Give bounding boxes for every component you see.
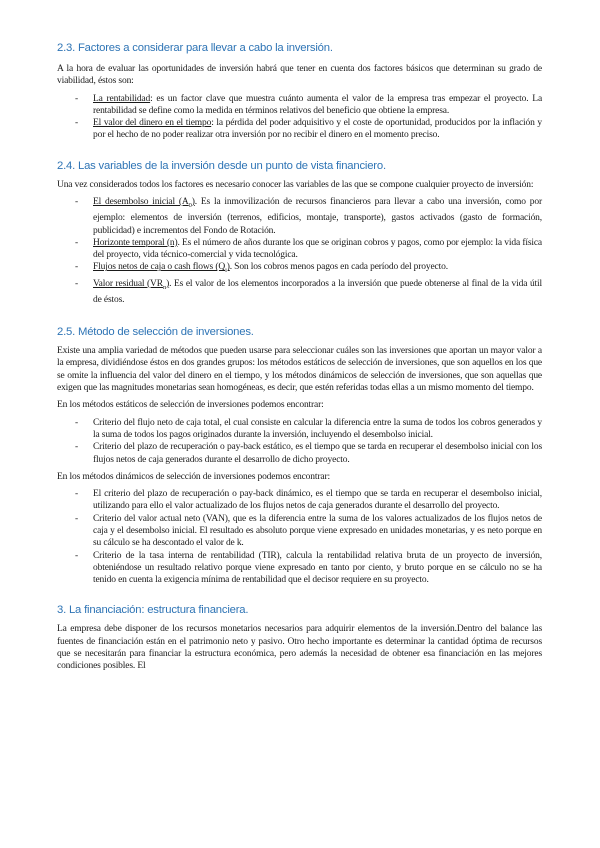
- item-term: Flujos netos de caja o cash flows $(Q_i)$: [93, 262, 230, 275]
- list-item: [57, 237, 542, 262]
- section-24-title: 2.4. Las variables de la inversión desde un punto de vista financiero.: [57, 159, 386, 172]
- item-text: Criterio de la tasa interna de rentabilidad (TIR), calcula la rentabilidad relativa bruta de un proyecto de inversión, obteniéndose un resultado relativo porque viene expresado en tanto por ciento, y bruto porque en se cálculo no se ha tenido en cuenta la exigencia mínima de rentabilidad que el decisor requiere en su proyecto.: [93, 550, 542, 586]
- item-text: : es un factor clave que muestra cuánto aumenta el valor de la empresa tras empezar el proyecto. La rentabilidad se define como la medida en términos relativos del beneficio que obtiene la empresa.: [93, 93, 543, 116]
- bullet-dash: -: [75, 262, 79, 273]
- dynamic-methods-list: [57, 488, 542, 586]
- bullet-dash: -: [75, 417, 79, 428]
- bullet-dash: -: [75, 118, 79, 129]
- bullet-dash: -: [75, 442, 79, 453]
- bullet-dash: -: [75, 550, 79, 561]
- page-content: [57, 40, 542, 673]
- item-term: El desembolso inicial $(A_0)$: [93, 197, 195, 209]
- dynamic-methods-intro: En los métodos dinámicos de selección de inversiones podemos encontrar:: [57, 471, 330, 482]
- list-item: [57, 196, 542, 237]
- item-text: : la pérdida del poder adquisitivo y el coste de oportunidad, producidos por la inflación y por el hecho de no poder realizar otra inversión por no recibir el dinero en el momento preciso.: [93, 118, 542, 141]
- bullet-dash: -: [75, 93, 79, 104]
- list-item: [57, 550, 542, 587]
- section-23-list: [57, 93, 542, 142]
- bullet-dash: -: [75, 197, 79, 208]
- list-item: [57, 117, 542, 142]
- item-text: . Es la inmovilización de recursos financieros para llevar a cabo una inversión, como por ejemplo: elementos de inversión (terrenos, edificios, montaje, transporte), gastos activados (gasto de formación, publicidad) e incrementos del Fondo de Rotación.: [93, 197, 543, 236]
- item-text: . Es el número de años durante los que se originan cobros y pagos, como por ejemplo: la vida física del proyecto, vida técnico-comercial y vida tecnológica.: [93, 237, 543, 261]
- item-term: Valor residual $(VR_n)$: [93, 278, 170, 291]
- item-term: El valor del dinero en el tiempo: [93, 118, 212, 129]
- bullet-dash: -: [75, 237, 79, 248]
- section-25-title: 2.5. Método de selección de inversiones.: [57, 326, 254, 339]
- item-term: Horizonte temporal (n): [93, 237, 178, 248]
- item-text: Criterio del plazo de recuperación o pay-back estático, es el tiempo que se tarda en recuperar el desembolso inicial con los flujos netos de caja generados durante el desarrollo de dicho proyecto.: [93, 442, 542, 465]
- section-24-intro: Una vez considerados todos los factores es necesario conocer las variables de las que se compone cualquier proyecto de inversión:: [57, 179, 534, 190]
- bullet-dash: -: [75, 513, 79, 524]
- section-25-intro: Existe una amplia variedad de métodos que pueden usarse para seleccionar cuáles son las inversiones que aportan un mayor valor a la empresa, dividiéndose éstos en dos grandes grupos: los métodos estáticos de selección de inversiones, que son aquellos en los que se omite la influencia del valor del dinero en el tiempo, y los métodos dinámicos de selección de inversiones, que son aquellas que exigen que las magnitudes monetarias sean homogéneas, es decir, que estén referidas todas ellas a un mismo momento del tiempo.: [57, 346, 542, 394]
- list-item: [57, 93, 542, 118]
- bullet-dash: -: [75, 278, 79, 289]
- static-methods-list: [57, 417, 542, 466]
- item-text: Criterio del valor actual neto (VAN), que es la diferencia entre la suma de los valores actualizados de los flujos netos de caja y el desembolso inicial. El resultado es absoluto porque viene expresado en unidades monetarias, y es neto porque en su cálculo se ha descontado el valor de k.: [93, 513, 542, 549]
- section-3-title: 3. La financiación: estructura financiera.: [57, 604, 249, 617]
- section-3-paragraph: La empresa debe disponer de los recursos monetarios necesarios para adquirir elementos de la inversión.Dentro del balance las fuentes de financiación están en el patrimonio neto y pasivo. Otro hecho importante es determinar la cantidad óptima de recursos que se necesitarán para financiar la estructura económica, pero además la necesidad de obtener esa financiación en las mejores condiciones posibles. El: [57, 624, 542, 672]
- static-methods-intro: En los métodos estáticos de selección de inversiones podemos encontrar:: [57, 400, 324, 411]
- list-item: [57, 261, 542, 277]
- item-text: . Son los cobros menos pagos en cada período del proyecto.: [229, 262, 448, 273]
- item-term: La rentabilidad: [93, 93, 151, 104]
- list-item: [57, 417, 542, 442]
- bullet-dash: -: [75, 489, 79, 500]
- item-text: Criterio del flujo neto de caja total, el cual consiste en calcular la diferencia entre la suma de todos los cobros generados y la suma de todos los pagos originados durante la inversión, incluyendo el desembolso inicial.: [93, 417, 542, 440]
- item-text: . Es el valor de los elementos incorporados a la inversión que puede obtenerse al final de la vida útil de éstos.: [93, 278, 543, 305]
- item-text: El criterio del plazo de recuperación o pay-back dinámico, es el tiempo que se tarda en recuperar el desembolso inicial, utilizando para ello el valor actualizado de los flujos netos de caja generados durante el desarrollo del proyecto.: [93, 489, 542, 512]
- list-item: [57, 513, 542, 550]
- list-item: [57, 278, 542, 306]
- section-24-list: [57, 196, 542, 306]
- section-23-title: 2.3. Factores a considerar para llevar a cabo la inversión.: [57, 42, 333, 54]
- list-item: [57, 488, 542, 513]
- section-23-intro: A la hora de evaluar las oportunidades de inversión habrá que tener en cuenta dos factores básicos que determinan su grado de viabilidad, éstos son:: [57, 64, 542, 87]
- list-item: [57, 441, 542, 466]
